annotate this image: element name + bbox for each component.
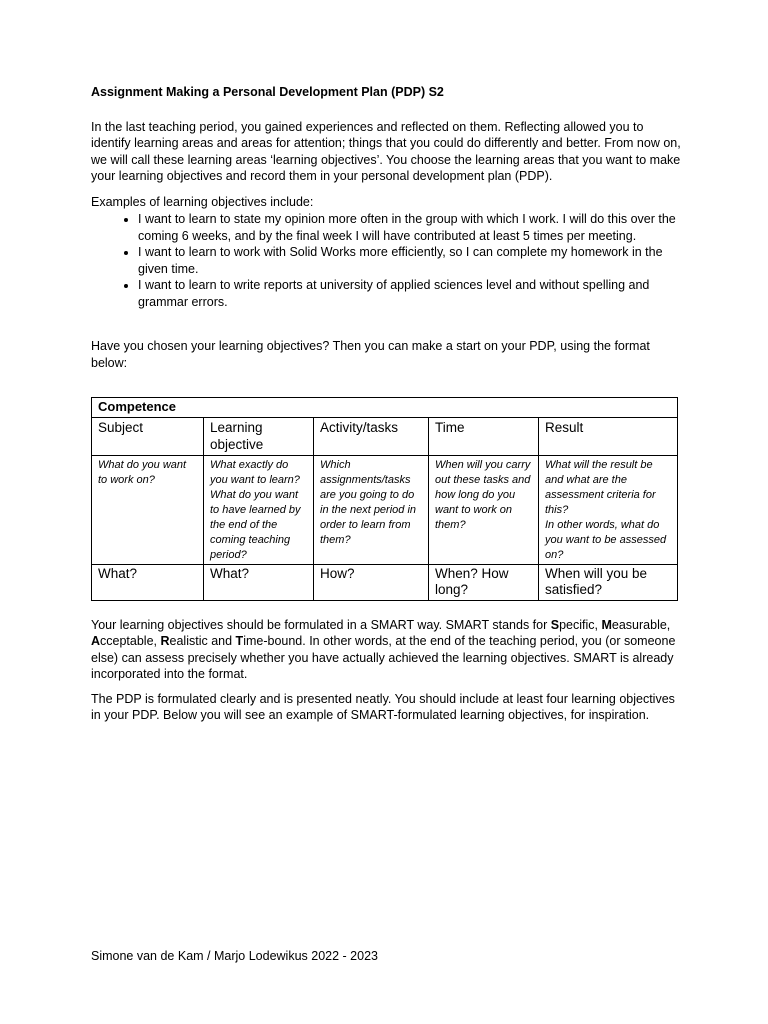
question-activity-tasks: How? [314,564,429,600]
description-result-line2: In other words, what do you want to be assessed on? [545,518,667,561]
page-footer: Simone van de Kam / Marjo Lodewikus 2022 - 2023 [91,949,378,963]
document-title: Assignment Making a Personal Development Plan (PDP) S2 [91,85,444,99]
smart-text: ime-bound. In other words, at the end of the teaching period, you (or someone else) can assess precisely whether you have actually achieved the learning objectives. SMART is already incorporated into the format. [91,634,676,681]
competence-heading: Competence [92,398,678,418]
question-time: When? How long? [429,564,539,600]
smart-text: ealistic and [169,634,236,648]
example-item: • I want to learn to write reports at university of applied sciences level and without spelling and grammar errors. [138,277,681,310]
smart-text: easurable, [611,617,671,632]
header-result: Result [539,417,678,455]
smart-letter-s: S [550,617,560,632]
question-subject: What? [92,564,204,600]
header-activity-tasks: Activity/tasks [314,417,429,455]
description-activity-tasks: Which assignments/tasks are you going to do in the next period in order to learn from them? [314,455,429,564]
table-row [92,398,678,418]
smart-paragraph [91,617,681,683]
smart-text: cceptable, [100,634,161,648]
smart-letter-a: A [91,634,101,648]
intro-paragraph: In the last teaching period, you gained experiences and reflected on them. Reflecting allowed you to identify learning areas and areas for attention; things that you could do differently and better. From now on, we will call these learning areas ‘learning objectives’. You choose the learning areas that you want to make your learning objectives and record them in your personal development plan (PDP). [91,119,681,183]
header-subject: Subject [92,417,204,455]
header-learning-objective: Learning objective [204,417,314,455]
table-row [92,417,678,455]
smart-letter-t: T [235,634,244,648]
smart-letter-m: M [601,617,612,632]
closing-paragraph: The PDP is formulated clearly and is presented neatly. You should include at least four learning objectives in your PDP. Below you will see an example of SMART-formulated learning objectives, for inspiration. [91,691,675,722]
examples-intro: Examples of learning objectives include: [91,194,314,209]
examples-list [91,211,681,310]
smart-text: Your learning objectives should be formulated in a SMART way. SMART stands for [91,617,551,632]
description-result [539,455,678,564]
choose-paragraph: Have you chosen your learning objectives? Then you can make a start on your PDP, using the format below: [91,339,650,370]
table-row [92,564,678,600]
description-learning-objective: What exactly do you want to learn? What do you want to have learned by the end of the coming teaching period? [204,455,314,564]
table-row [92,455,678,564]
smart-text: pecific, [559,617,602,632]
description-subject: What do you want to work on? [92,455,204,564]
pdp-format-table [91,397,678,601]
document-page [91,84,681,732]
smart-letter-r: R [160,634,170,648]
header-time: Time [429,417,539,455]
question-result: When will you be satisfied? [539,564,678,600]
example-item: • I want to learn to work with Solid Works more efficiently, so I can complete my homework in the given time. [138,244,681,277]
example-item: • I want to learn to state my opinion more often in the group with which I work. I will do this over the coming 6 weeks, and by the final week I will have contributed at least 5 times per meeting. [138,211,681,244]
question-learning-objective: What? [204,564,314,600]
description-time: When will you carry out these tasks and how long do you want to work on them? [429,455,539,564]
description-result-line1: What will the result be and what are the assessment criteria for this? [545,458,656,516]
